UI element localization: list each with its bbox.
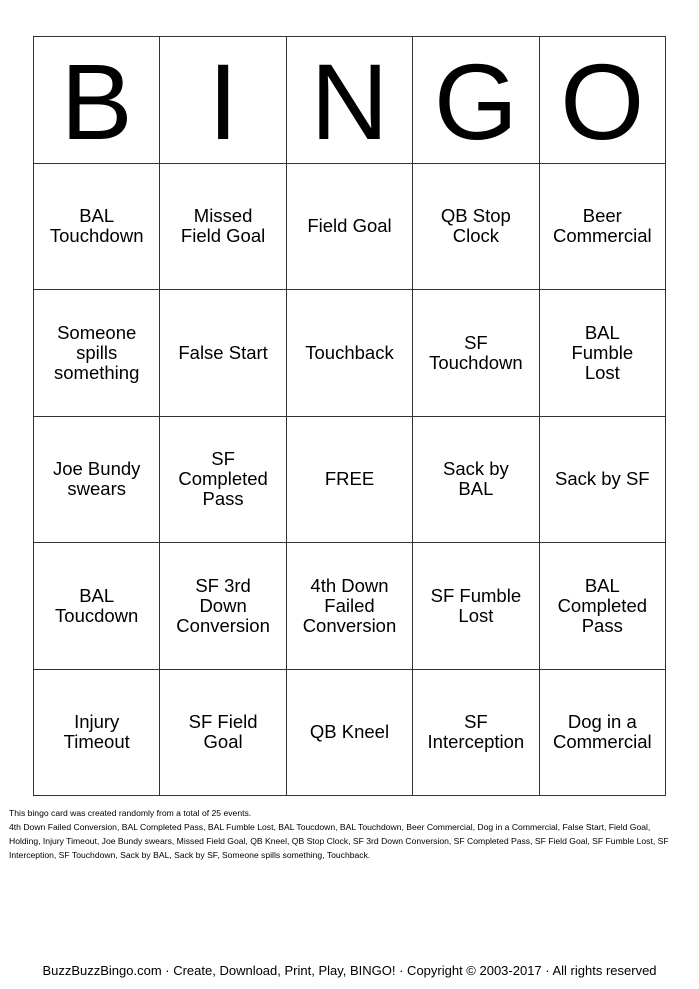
square-label: Touchback xyxy=(305,341,394,363)
bingo-square xyxy=(413,164,539,291)
free-square xyxy=(287,417,413,544)
bingo-square xyxy=(540,543,666,670)
bingo-square xyxy=(287,164,413,291)
square-label: Sack by BAL xyxy=(442,458,509,500)
bingo-square xyxy=(34,164,160,291)
bingo-square xyxy=(160,670,286,797)
bingo-square xyxy=(160,290,286,417)
square-label: Joe Bundy swears xyxy=(52,458,141,500)
header-letter-b: B xyxy=(34,37,160,164)
bingo-square xyxy=(413,417,539,544)
square-label: Injury Timeout xyxy=(63,711,130,753)
header-letter-o: O xyxy=(540,37,666,164)
copyright-footer: BuzzBuzzBingo.com · Create, Download, Print, Play, BINGO! · Copyright © 2003-2017 · All rights reserved xyxy=(42,963,657,978)
bingo-square xyxy=(34,417,160,544)
card-info-events: 4th Down Failed Conversion, BAL Completed Pass, BAL Fumble Lost, BAL Toucdown, BAL Touchdown, Beer Commercial, Dog in a Commercial, False Start, Field Goal, Holding, Injury Timeout, Joe Bundy swears, Missed Field Goal, QB Kneel, QB Stop Clock, SF 3rd Down Conversion, SF Completed Pass, SF Field Goal, SF Fumble Lost, SF Interception, SF Touchdown, Sack by BAL, Sack by SF, Someone spills something, Touchback. xyxy=(9,822,669,860)
bingo-square xyxy=(160,543,286,670)
square-label: Someone spills something xyxy=(54,321,140,383)
square-label: Beer Commercial xyxy=(552,205,652,247)
header-letter-i: I xyxy=(160,37,286,164)
square-label: SF 3rd Down Conversion xyxy=(176,574,270,636)
bingo-square xyxy=(34,543,160,670)
square-label: Dog in a Commercial xyxy=(552,711,652,753)
square-label: QB Stop Clock xyxy=(440,205,511,247)
bingo-square xyxy=(34,670,160,797)
header-letter-g: G xyxy=(413,37,539,164)
bingo-square xyxy=(413,543,539,670)
square-label: BAL Completed Pass xyxy=(557,574,648,636)
bingo-square xyxy=(540,164,666,291)
square-label: BAL Touchdown xyxy=(49,205,144,247)
bingo-square xyxy=(540,417,666,544)
square-label: QB Kneel xyxy=(309,721,390,743)
square-label: SF Completed Pass xyxy=(178,448,268,510)
bingo-square xyxy=(160,417,286,544)
square-label: SF Fumble Lost xyxy=(430,584,522,626)
bingo-square xyxy=(287,543,413,670)
bingo-square xyxy=(34,290,160,417)
square-label: SF Interception xyxy=(427,711,525,753)
square-label: Field Goal xyxy=(307,215,392,237)
square-label: FREE xyxy=(324,468,375,490)
bingo-square xyxy=(287,670,413,797)
bingo-square xyxy=(413,670,539,797)
square-label: Sack by SF xyxy=(555,468,650,490)
square-label: SF Touchdown xyxy=(429,331,523,373)
bingo-square xyxy=(413,290,539,417)
card-info-note xyxy=(9,806,679,862)
bingo-square xyxy=(287,290,413,417)
square-label: BAL Fumble Lost xyxy=(571,321,634,383)
square-label: BAL Toucdown xyxy=(55,584,139,626)
card-info-intro: This bingo card was created randomly from a total of 25 events. xyxy=(9,808,252,818)
bingo-card xyxy=(33,36,666,796)
bingo-square xyxy=(160,164,286,291)
square-label: SF Field Goal xyxy=(188,711,258,753)
square-label: 4th Down Failed Conversion xyxy=(302,574,397,636)
square-label: Missed Field Goal xyxy=(180,205,266,247)
bingo-square xyxy=(540,290,666,417)
square-label: False Start xyxy=(178,341,268,363)
header-letter-n: N xyxy=(287,37,413,164)
bingo-square xyxy=(540,670,666,797)
